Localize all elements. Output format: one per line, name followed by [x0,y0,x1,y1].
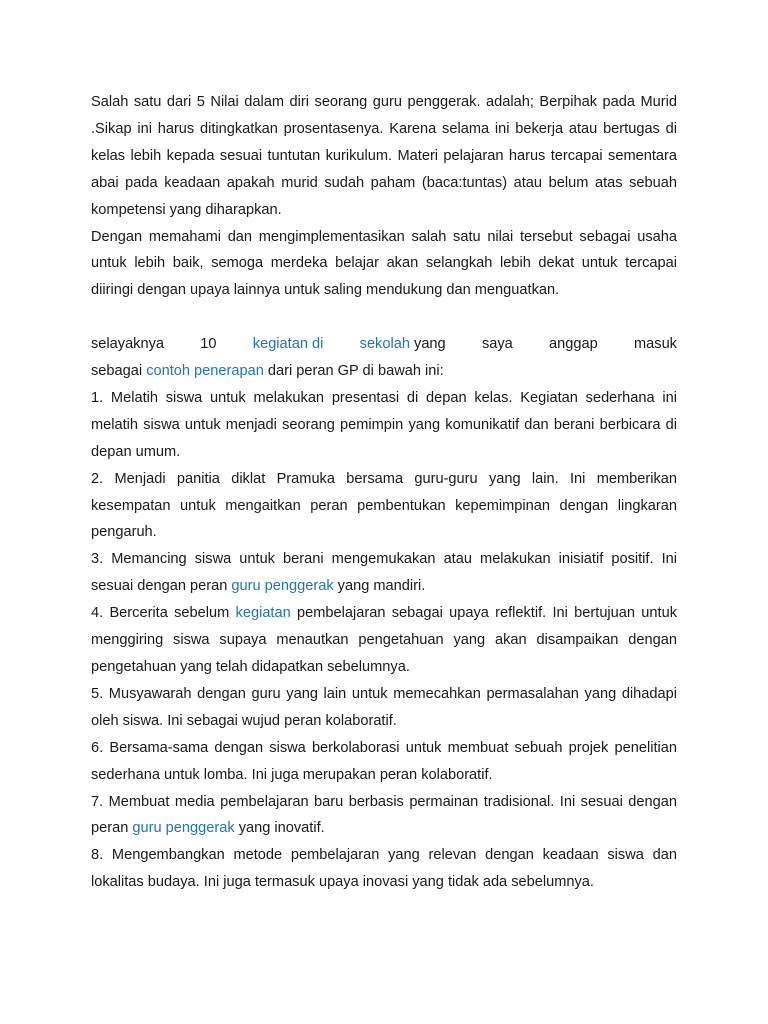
lead-word: anggap [549,336,598,353]
item-text: 4. Bercerita sebelum [91,605,236,622]
lead-word: 10 [200,336,217,353]
lead-word: saya [481,336,513,353]
link-guru-penggerak[interactable]: guru penggerak [231,578,334,595]
intro-paragraph-2: Dengan memahami dan mengimplementasikan salah satu nilai tersebut sebagai usaha untuk lebih baik, semoga merdeka belajar akan selangkah lebih dekat untuk tercapai diiringi dengan upaya lainnya untuk saling mendukung dan menguatkan. [91,228,677,299]
document-body [91,89,677,896]
list-item-1: 1. Melatih siswa untuk melakukan presentasi di depan kelas. Kegiatan sederhana ini melatih siswa untuk menjadi seorang pemimpin yang komunikatif dan berani berbicara di depan umum. [91,389,677,460]
item-text: 7. Membuat media pembelajaran baru berbasis permainan tradisional. Ini sesuai dengan peran [91,793,677,837]
list-item-4 [91,600,677,681]
link-kegiatan-di[interactable]: kegiatan di [252,336,324,353]
lead-word: yang [414,336,446,353]
link-sekolah[interactable]: sekolah [359,336,410,353]
list-item-8: 8. Mengembangkan metode pembelajaran yang relevan dengan keadaan siswa dan lokalitas budaya. Ini juga termasuk upaya inovasi yang tidak ada sebelumnya. [91,847,677,891]
lead-text: dari peran GP di bawah ini: [263,363,444,380]
lead-link-group [360,331,446,358]
list-item-2: 2. Menjadi panitia diklat Pramuka bersama guru-guru yang lain. Ini memberikan kesempatan untuk mengaitkan peran pembentukan kepemimpinan dengan lingkaran pengaruh. [91,470,677,541]
link-contoh-penerapan[interactable]: contoh penerapan [146,363,264,380]
paragraph-spacer [91,304,677,331]
link-kegiatan[interactable]: kegiatan [235,605,291,622]
lead-line-2 [91,358,677,385]
list-item-5: 5. Musyawarah dengan guru yang lain untuk memecahkan permasalahan yang dihadapi oleh siswa. Ini sebagai wujud peran kolaboratif. [91,685,677,729]
list-item-6: 6. Bersama-sama dengan siswa berkolaborasi untuk membuat sebuah projek penelitian sederhana untuk lomba. Ini juga merupakan peran kolaboratif. [91,739,677,783]
lead-word: masuk [634,336,677,353]
lead-text: sebagai [91,363,147,380]
list-item-7 [91,789,677,843]
item-text: pembelajaran sebagai upaya reflektif. Ini bertujuan untuk menggiring siswa supaya menautkan pengetahuan yang akan disampaikan dengan pengetahuan yang telah didapatkan sebelumnya. [91,605,677,676]
lead-line-1 [91,331,677,358]
item-text: 3. Memancing siswa untuk berani mengemukakan atau melakukan inisiatif positif. Ini sesuai dengan peran [91,551,677,595]
item-text: yang mandiri. [333,578,426,595]
intro-paragraph-1: Salah satu dari 5 Nilai dalam diri seorang guru penggerak. adalah; Berpihak pada Murid .Sikap ini harus ditingkatkan prosentasenya. Karena selama ini bekerja atau bertugas di kelas lebih kepada sesuai tuntutan kurikulum. Materi pelajaran harus tercapai sementara abai pada keadaan apakah murid sudah paham (baca:tuntas) atau belum atas sebuah kompetensi yang diharapkan. [91,94,677,218]
link-guru-penggerak[interactable]: guru penggerak [132,820,235,837]
lead-paragraph [91,331,677,385]
list-item-3 [91,546,677,600]
item-text: yang inovatif. [234,820,325,837]
lead-word: selayaknya [91,336,165,353]
